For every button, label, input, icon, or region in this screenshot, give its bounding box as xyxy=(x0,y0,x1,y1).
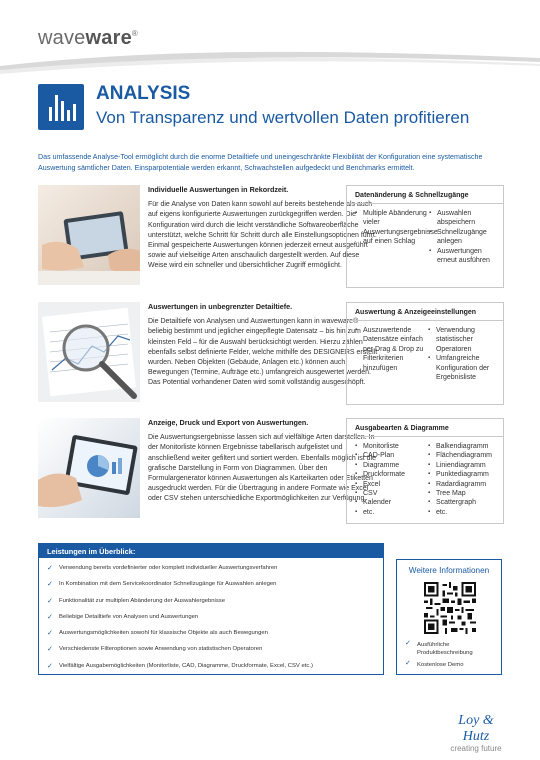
waveware-logo xyxy=(38,27,138,50)
list-item: ▪ etc. xyxy=(355,508,428,517)
leistung-item xyxy=(47,565,313,581)
magnifier-chart-image xyxy=(38,302,140,402)
bar-chart-icon xyxy=(38,84,84,130)
leistung-item xyxy=(47,630,313,646)
check-icon: ✓ xyxy=(405,640,411,647)
leistung-text: Verschiedenste Filteroptionen sowie Anwendung von statistischen Operatoren xyxy=(59,646,263,653)
box-title: Ausgabearten & Diagramme xyxy=(347,425,503,437)
leistung-item xyxy=(47,581,313,597)
logo-registered: ® xyxy=(131,29,138,38)
leistungen-box xyxy=(38,543,384,675)
feature-box-auswertung xyxy=(346,302,504,405)
page-header xyxy=(0,0,540,70)
section-body: Die Detailtiefe von Analysen und Auswertungen kann in waveware® beliebig bestimmt und jeglicher eingepflegte Datensatz – bis hin zum kleinsten Feld – für die Auswahl berücksichtigt werden. Hierzu zählen ebenfalls selbst definierte Felder, welche mithilfe des DESIGNERS erstellt wurden. Neben Objekten (Gebäude, Anlagen etc.) können auch Bewegungen (Termine, Aufträge etc.) umfangreich ausgewertet werden. Das Potential vorhandener Daten wird somit vollständig ausgeschöpft. xyxy=(148,318,378,387)
section-body: Die Auswertungsergebnisse lassen sich auf vielfältige Arten darstellen. In der Monitorliste können Ergebnisse tabellarisch aufgelistet und anschließend weiter gefiltert und sortiert werden. Ebenfalls möglich ist die grafische Darstellung in Form von Diagrammen. Über den Formulargenerator können Auswertungen als Karteikarten oder Etiketten ausgedruckt werden. Für die Übertragung in andere Formate wie Excel oder CSV stehen unterschiedliche Exportmöglichkeiten zur Verfügung. xyxy=(148,434,377,503)
tablet-diagram-image xyxy=(38,418,140,518)
section-text xyxy=(148,418,378,505)
box-title: Datenänderung & Schnellzugänge xyxy=(347,192,503,204)
list-item: ▪ Monitorliste xyxy=(355,442,428,451)
check-icon: ✓ xyxy=(47,597,53,605)
list-item: ▪ Auswertungen erneut ausführen xyxy=(429,247,495,266)
box-title: Auswertung & Anzeigeeinstellungen xyxy=(347,309,503,321)
list-item: ▪ Excel xyxy=(355,480,428,489)
weitere-text: Ausführliche Produktbeschreibung xyxy=(417,642,473,657)
check-icon: ✓ xyxy=(47,581,53,589)
list-item: ▪ Liniendiagramm xyxy=(428,461,495,470)
list-item: ▪ Flächendiagramm xyxy=(428,451,495,460)
intro-text: Das umfassende Analyse-Tool ermöglicht durch die enorme Detailtiefe und uneingeschränkte Flexibilität der Konfiguration eine systematische Auswertung sämtlicher Daten. Einsparpotentiale werden erkannt, Schwachstellen aufgedeckt und Benchmarks ermittelt. xyxy=(38,153,483,172)
list-item: ▪ Diagramme xyxy=(355,461,428,470)
check-icon: ✓ xyxy=(47,565,53,572)
list-item: ▪ Kalender xyxy=(355,498,428,507)
loy-hutz-logo xyxy=(444,713,508,753)
list-item: ▪ Druckformate xyxy=(355,470,428,479)
section-heading: Anzeige, Druck und Export von Auswertungen. xyxy=(148,418,309,427)
section-heading: Auswertungen in unbegrenzter Detailtiefe. xyxy=(148,302,293,311)
weitere-text: Kostenlose Demo xyxy=(417,662,464,669)
weitere-informationen-box xyxy=(396,559,502,675)
check-icon: ✓ xyxy=(47,646,53,654)
header-swoosh xyxy=(0,48,540,78)
leistung-item xyxy=(47,614,313,630)
list-item: ▪ Auszuwertende Datensätze einfach per Drag & Drop zu Filterkriterien hinzufügen xyxy=(355,326,428,373)
leistungen-title: Leistungen im Überblick: xyxy=(39,544,383,558)
weitere-item-produktbeschreibung[interactable] xyxy=(405,641,501,657)
leistung-text: Funktionalität zur multiplen Abänderung der Auswahlergebnisse xyxy=(59,597,226,604)
check-icon: ✓ xyxy=(47,630,53,638)
leistung-item xyxy=(47,598,313,614)
logo-bold: ware xyxy=(85,27,132,49)
feature-box-ausgabearten xyxy=(346,418,504,524)
list-item: ▪ Scattergraph xyxy=(428,498,495,507)
hands-tablet-image xyxy=(38,185,140,285)
page-title: ANALYSIS xyxy=(96,83,191,104)
list-item: ▪ Radardiagramm xyxy=(428,480,495,489)
leistung-item xyxy=(47,646,313,662)
list-item: ▪ Punktediagramm xyxy=(428,470,495,479)
company-claim: creating future xyxy=(450,744,502,753)
check-icon: ✓ xyxy=(405,660,411,668)
list-item: ▪ Auswahlen abspeichern xyxy=(429,209,495,228)
section-heading: Individuelle Auswertungen in Rekordzeit. xyxy=(148,185,289,194)
leistung-text: Beliebige Detailtiefe von Analysen und Auswertungen xyxy=(59,613,199,620)
list-item: ▪ Verwendung statistischer Operatoren xyxy=(428,326,495,354)
weitere-item-demo[interactable] xyxy=(405,661,501,669)
section-text xyxy=(148,185,378,272)
feature-box-datenaenderung xyxy=(346,185,504,288)
list-item: ▪ etc. xyxy=(428,508,495,517)
section-body: Für die Analyse von Daten kann sowohl auf bereits bestehende als auch auf eigens konfigurierte Auswertungen zurückgegriffen werden. Die Konfiguration wird durch die leicht verständliche Softwareoberfläche unterstützt, welche Schritt für Schritt durch alle Einstellungsoptionen führt. Einmal gespeicherte Auswertungen können jederzeit erneut ausgeführt sowie auf vielseitige Arten anschaulich dargestellt werden. Auf diese Weise wird ein schneller und übersichtlicher Zugriff ermöglicht. xyxy=(148,201,377,270)
list-item: ▪ Balkendiagramm xyxy=(428,442,495,451)
company-name: Loy & Hutz xyxy=(458,713,494,744)
list-item: ▪ CAD-Plan xyxy=(355,451,428,460)
logo-light: wave xyxy=(38,27,86,49)
leistung-text: In Kombination mit dem Servicekoordinator Schnellzugänge für Auswahlen anlegen xyxy=(59,581,277,588)
page-subtitle: Von Transparenz und wertvollen Daten profitieren xyxy=(96,108,470,127)
weitere-title: Weitere Informationen xyxy=(408,566,490,575)
section-text xyxy=(148,302,378,389)
check-icon: ✓ xyxy=(47,662,53,670)
qr-code-icon[interactable] xyxy=(424,582,476,634)
check-icon: ✓ xyxy=(47,613,53,621)
leistung-item xyxy=(47,663,313,679)
leistung-text: Auswertungsmöglichkeiten sowohl für klassische Objekte als auch Bewegungen xyxy=(59,630,268,637)
leistung-text: Verwendung bereits vordefinierter oder komplett individueller Auswertungsverfahren xyxy=(59,565,278,571)
list-item: ▪ Umfangreiche Konfiguration der Ergebnisliste xyxy=(428,354,495,382)
list-item: ▪ CSV xyxy=(355,489,428,498)
list-item: ▪ Tree Map xyxy=(428,489,495,498)
leistung-text: Vielfältige Ausgabemöglichkeiten (Monitorliste, CAD, Diagramme, Druckformate, Excel, CSV etc.) xyxy=(59,662,313,669)
list-item: ▪ Schnellzugänge anlegen xyxy=(429,228,495,247)
list-item: ▪ Multiple Abänderung vieler Auswertungsergebnisse auf einen Schlag xyxy=(355,209,429,247)
